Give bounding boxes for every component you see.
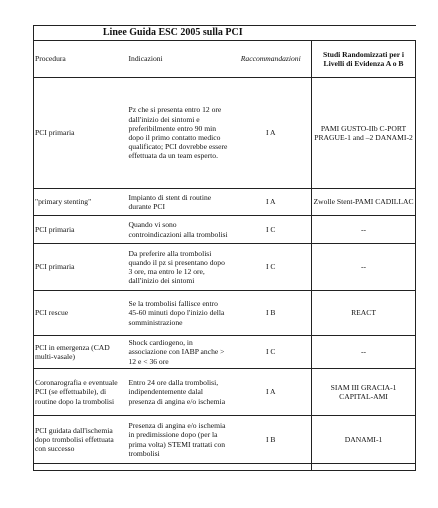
guidelines-table: [33, 25, 416, 471]
cell-studi: --: [312, 216, 416, 244]
cell-raccomandazione: I A: [231, 369, 312, 416]
cell-indicazioni: Presenza di angina e/o ischemia in predimissione dopo (per la prima volta) STEMI trattati con trombolisi: [126, 416, 231, 464]
cell-indicazioni: Pz che si presenta entro 12 ore dall'inizio dei sintomi e preferibilmente entro 90 min dopo il primo contatto medico qualificato; PCI dovrebbe essere effettuata da un team esperto.: [126, 78, 231, 189]
cell-indicazioni: Entro 24 ore dalla trombolisi, indipendentemente dalal presenza di angina e/o ischemia: [126, 369, 231, 416]
table-row: [34, 244, 416, 291]
stub-cell: [34, 464, 126, 471]
cell-indicazioni: Se la trombolisi fallisce entro 45-60 minuti dopo l'inizio della somministrazione: [126, 291, 231, 336]
cell-indicazioni: Impianto di stent di routine durante PCI: [126, 189, 231, 216]
cell-raccomandazione: I A: [231, 78, 312, 189]
cell-procedura: PCI rescue: [34, 291, 126, 336]
title-row: [34, 26, 416, 41]
table-row: [34, 189, 416, 216]
cell-studi: PAMI GUSTO-IIb C-PORT PRAGUE-1 and –2 DANAMI-2: [312, 78, 416, 189]
table-title: Linee Guida ESC 2005 sulla PCI: [34, 26, 312, 41]
cell-studi: SIAM III GRACIA-1 CAPITAL-AMI: [312, 369, 416, 416]
cell-procedura: PCI primaria: [34, 244, 126, 291]
cell-procedura: "primary stenting": [34, 189, 126, 216]
stub-cell: [312, 464, 416, 471]
cell-indicazioni: Shock cardiogeno, in associazione con IABP anche > 12 e < 36 ore: [126, 336, 231, 369]
table-row-stub: [34, 464, 416, 471]
cell-raccomandazione: I B: [231, 291, 312, 336]
cell-studi: REACT: [312, 291, 416, 336]
cell-studi: DANAMI-1: [312, 416, 416, 464]
cell-raccomandazione: I A: [231, 189, 312, 216]
cell-raccomandazione: I C: [231, 336, 312, 369]
stub-cell: [126, 464, 231, 471]
header-indicazioni: Indicazioni: [126, 41, 231, 78]
header-raccomandazioni: Raccommandazioni: [231, 41, 312, 78]
cell-procedura: PCI primaria: [34, 216, 126, 244]
cell-procedura: PCI guidata dall'ischemia dopo trombolisi effettuata con successo: [34, 416, 126, 464]
cell-raccomandazione: I C: [231, 216, 312, 244]
cell-raccomandazione: I B: [231, 416, 312, 464]
header-studi: Studi Randomizzati per i Livelli di Evidenza A o B: [312, 41, 416, 78]
table-row: [34, 416, 416, 464]
cell-procedura: Coronarografia e eventuale PCI (se effettuabile), di routine dopo la trombolisi: [34, 369, 126, 416]
header-procedura: Procedura: [34, 41, 126, 78]
cell-procedura: PCI primaria: [34, 78, 126, 189]
cell-indicazioni: Quando vi sono controindicazioni alla trombolisi: [126, 216, 231, 244]
table-row: [34, 78, 416, 189]
table-row: [34, 216, 416, 244]
cell-raccomandazione: I C: [231, 244, 312, 291]
cell-studi: --: [312, 336, 416, 369]
table-row: [34, 336, 416, 369]
table-row: [34, 291, 416, 336]
cell-indicazioni: Da preferire alla trombolisi quando il pz si presentano dopo 3 ore, ma entro le 12 ore, dall'inizio dei sintomi: [126, 244, 231, 291]
cell-studi: Zwolle Stent-PAMI CADILLAC: [312, 189, 416, 216]
cell-procedura: PCI in emergenza (CAD multi-vasale): [34, 336, 126, 369]
stub-cell: [231, 464, 312, 471]
header-row: [34, 41, 416, 78]
table-row: [34, 369, 416, 416]
title-row-spacer: [312, 26, 416, 41]
cell-studi: --: [312, 244, 416, 291]
